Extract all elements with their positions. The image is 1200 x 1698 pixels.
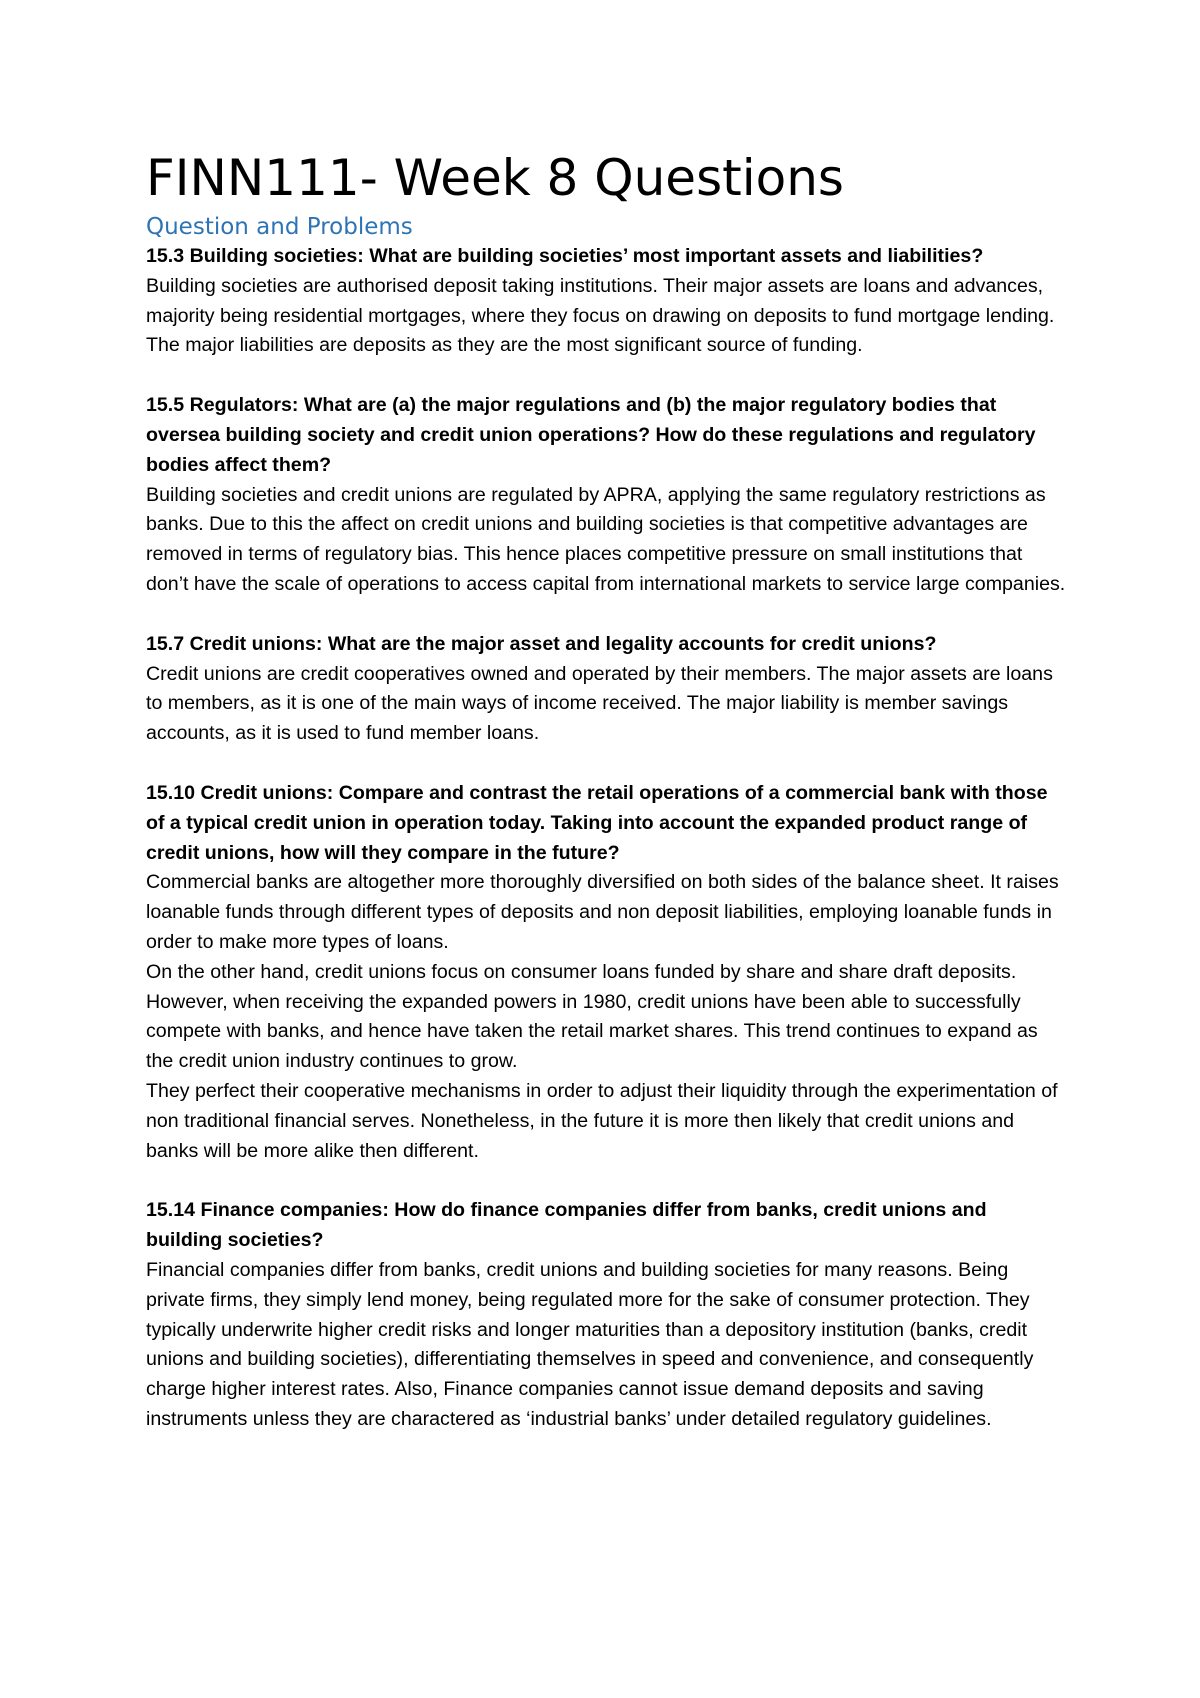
document-subtitle: Question and Problems (146, 214, 413, 240)
answer-paragraph: Commercial banks are altogether more thoroughly diversified on both sides of the balance sheet. It raises loanable funds through different types of deposits and non deposit liabilities, employing loanable funds in order to make more types of loans. (146, 871, 1059, 953)
question-block-15-3 (146, 242, 1066, 361)
document-title: FINN111- Week 8 Questions (146, 149, 844, 207)
answer-paragraph: They perfect their cooperative mechanisms in order to adjust their liquidity through the experimentation of non traditional financial serves. Nonetheless, in the future it is more then likely that credit unions and banks will be more alike then different. (146, 1079, 1058, 1162)
document-body (146, 146, 1066, 1465)
answer-paragraph: On the other hand, credit unions focus on consumer loans funded by share and share draft deposits. However, when receiving the expanded powers in 1980, credit unions have been able to successfully compete with banks, and hence have taken the retail market shares. This trend continues to expand as the credit union industry continues to grow. (146, 960, 1038, 1073)
answer-paragraph: Financial companies differ from banks, credit unions and building societies for many reasons. Being private firms, they simply lend money, being regulated more for the sake of consumer protection. They typically underwrite higher credit risks and longer maturities than a depository institution (banks, credit unions and building societies), differentiating themselves in speed and convenience, and consequently charge higher interest rates. Also, Finance companies cannot issue demand deposits and saving instruments unless they are charactered as ‘industrial banks’ under detailed regulatory guidelines. (146, 1258, 1034, 1430)
answer-paragraph: Building societies and credit unions are regulated by APRA, applying the same regulatory restrictions as banks. Due to this the affect on credit unions and building societies is that competitive advantages are removed in terms of regulatory bias. This hence places competitive pressure on small institutions that don’t have the scale of operations to access capital from international markets to service large companies. (146, 483, 1066, 595)
question-heading: 15.7 Credit unions: What are the major asset and legality accounts for credit unions? (146, 632, 937, 655)
question-block-15-7 (146, 630, 1066, 749)
answer-paragraph: Credit unions are credit cooperatives owned and operated by their members. The major assets are loans to members, as it is one of the main ways of income received. The major liability is member savings accounts, as it is used to fund member loans. (146, 662, 1053, 745)
question-block-15-5 (146, 391, 1066, 600)
question-heading: 15.5 Regulators: What are (a) the major regulations and (b) the major regulatory bodies that oversea building society and credit union operations? How do these regulations and regulatory bodies affect them? (146, 394, 1036, 476)
question-heading: 15.14 Finance companies: How do finance companies differ from banks, credit unions and building societies? (146, 1199, 987, 1252)
question-heading: 15.3 Building societies: What are building societies’ most important assets and liabilities? (146, 245, 984, 267)
question-block-15-14 (146, 1196, 1066, 1434)
question-block-15-10 (146, 779, 1066, 1166)
answer-paragraph: Building societies are authorised deposit taking institutions. Their major assets are loans and advances, majority being residential mortgages, where they focus on drawing on deposits to fund mortgage lending. The major liabilities are deposits as they are the most significant source of funding. (146, 274, 1055, 357)
question-heading: 15.10 Credit unions: Compare and contrast the retail operations of a commercial bank with those of a typical credit union in operation today. Taking into account the expanded product range of credit unions, how will they compare in the future? (146, 781, 1048, 864)
